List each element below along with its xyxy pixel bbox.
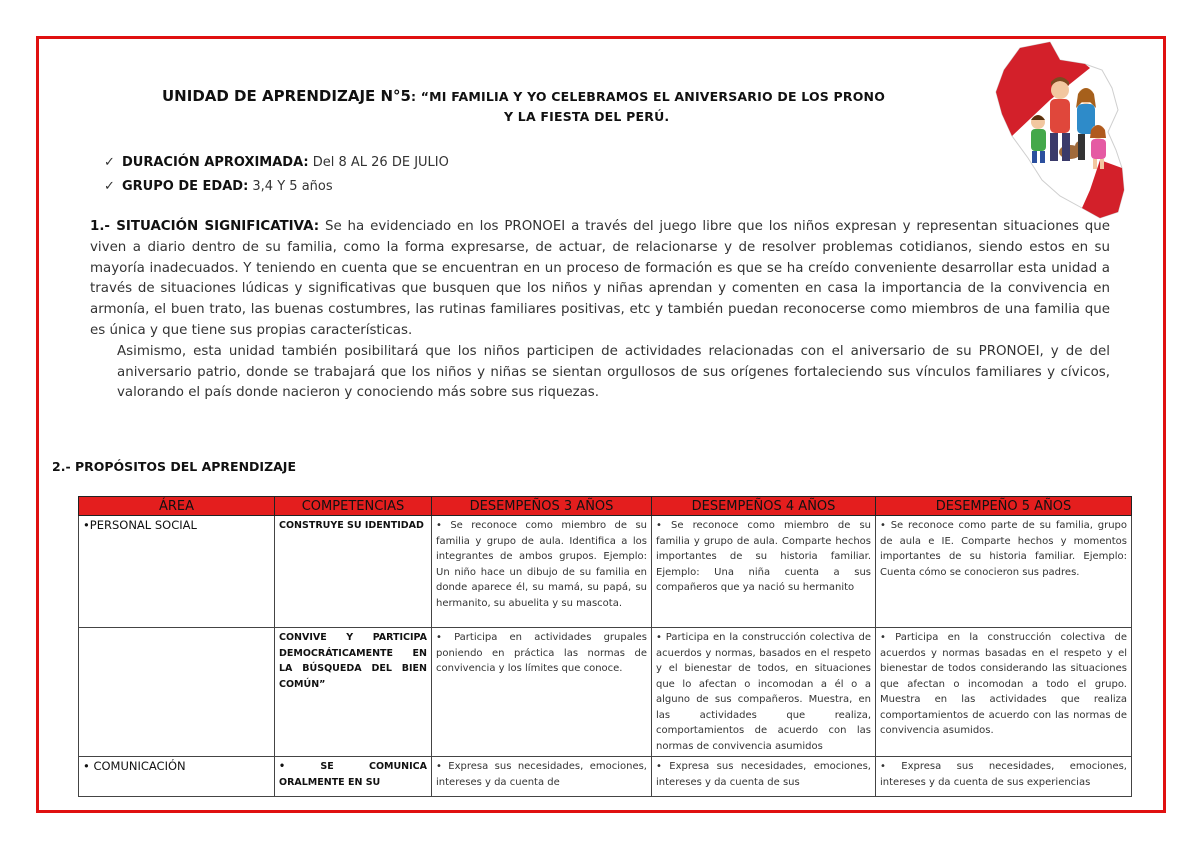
age-label: GRUPO DE EDAD: (122, 179, 249, 194)
performance-5-cell: • Se reconoce como parte de su familia, grupo de aula e IE. Comparte hechos y momentos importantes de su historia familiar. Ejemplo: Cuenta cómo se conocieron sus padres. (876, 516, 1132, 628)
performance-3-cell: • Se reconoce como miembro de su familia y grupo de aula. Identifica a los integrantes de ambos grupos. Ejemplo: Un niño hace un dibujo de su familia en donde aparece él, su mamá, su papá, su hermanito, su abuelita y su mascota. (432, 516, 652, 628)
performance-4-cell: • Participa en la construcción colectiva de acuerdos y normas, basados en el respeto y el bienestar de todos, en situaciones que lo afectan o incomodan a él o a alguno de sus compañeros. Muestra, en las actividades que realiza, comportamientos de acuerdo con las normas de convivencia asumidos (652, 628, 876, 757)
area-cell: • COMUNICACIÓN (79, 757, 275, 797)
header-performance-5: DESEMPEÑO 5 AÑOS (876, 497, 1132, 516)
table-row (79, 516, 1132, 628)
learning-purposes-table (78, 496, 1132, 797)
check-icon: ✓ (104, 155, 115, 170)
unit-title-line2: Y LA FIESTA DEL PERÚ. (504, 109, 670, 124)
header-area: ÁREA (79, 497, 275, 516)
header-competencies: COMPETENCIAS (275, 497, 432, 516)
unit-title-label: UNIDAD DE APRENDIZAJE N°5 (162, 87, 411, 105)
age-line (104, 179, 333, 194)
situation-paragraph-1: Se ha evidenciado en los PRONOEI a través del juego libre que los niños expresan y representan situaciones que viven a diario dentro de su familia, como la forma expresarse, de actuar, de relacionarse y de resolver problemas cotidianos, siendo estos en su mayoría inadecuados. Y teniendo en cuenta que se encuentran en un proceso de formación es que se ha creído conveniente desarrollar esta unidad a través de situaciones lúdicas y significativas que busquen que los niños y niñas aprendan y comenten en casa la importancia de la convivencia en armonía, el buen trato, las buenas costumbres, las rutinas familiares positivas, etc y también puedan reconocerse como miembros de una familia que es única y que tiene sus propias características. (90, 219, 1110, 338)
situation-paragraph-2: Asimismo, esta unidad también posibilitará que los niños participen de actividades relacionadas con el aniversario de su PRONOEI, y de del aniversario patrio, donde se trabajará que los niños y niñas se sientan orgullosos de sus orígenes fortaleciendo sus vínculos familiares y cívicos, valorando el país donde nacieron y conociendo más sobre sus riquezas. (117, 343, 1110, 401)
header-performance-3: DESEMPEÑOS 3 AÑOS (432, 497, 652, 516)
age-value: 3,4 Y 5 años (252, 179, 333, 194)
unit-title-line1: : “MI FAMILIA Y YO CELEBRAMOS EL ANIVERSARIO DE LOS PRONO (410, 89, 886, 104)
performance-5-cell: • Expresa sus necesidades, emociones, intereses y da cuenta de sus experiencias (876, 757, 1132, 797)
area-cell: •PERSONAL SOCIAL (79, 516, 275, 628)
situation-label: 1.- SITUACIÓN SIGNIFICATIVA: (90, 219, 320, 234)
table-header-row (79, 497, 1132, 516)
performance-3-cell: • Participa en actividades grupales poniendo en práctica las normas de convivencia y los límites que conoce. (432, 628, 652, 757)
unit-title (162, 86, 1042, 124)
performance-4-cell: • Expresa sus necesidades, emociones, intereses y da cuenta de sus (652, 757, 876, 797)
check-icon: ✓ (104, 179, 115, 194)
competence-cell: CONSTRUYE SU IDENTIDAD (275, 516, 432, 628)
purposes-heading: 2.- PROPÓSITOS DEL APRENDIZAJE (52, 459, 296, 474)
duration-label: DURACIÓN APROXIMADA: (122, 155, 309, 170)
table-row (79, 757, 1132, 797)
duration-line (104, 155, 449, 170)
performance-5-cell: • Participa en la construcción colectiva de acuerdos y normas basadas en el respeto y el bienestar de todos considerando las situaciones que afectan o incomodan a todo el grupo. Muestra en las actividades que realiza comportamientos de acuerdo con las normas de convivencia asumidos. (876, 628, 1132, 757)
performance-4-cell: • Se reconoce como miembro de su familia y grupo de aula. Comparte hechos importantes de su historia familiar. Ejemplo: Una niña cuenta a sus compañeros que ya nació su hermanito (652, 516, 876, 628)
header-performance-4: DESEMPEÑOS 4 AÑOS (652, 497, 876, 516)
competence-cell: CONVIVE Y PARTICIPA DEMOCRÁTICAMENTE EN LA BÚSQUEDA DEL BIEN COMÚN” (275, 628, 432, 757)
peru-map-family-illustration (990, 40, 1130, 220)
performance-3-cell: • Expresa sus necesidades, emociones, intereses y da cuenta de (432, 757, 652, 797)
duration-value: Del 8 AL 26 DE JULIO (312, 155, 449, 170)
area-cell (79, 628, 275, 757)
table-row (79, 628, 1132, 757)
significant-situation (90, 217, 1110, 404)
competence-cell: • SE COMUNICA ORALMENTE EN SU (275, 757, 432, 797)
